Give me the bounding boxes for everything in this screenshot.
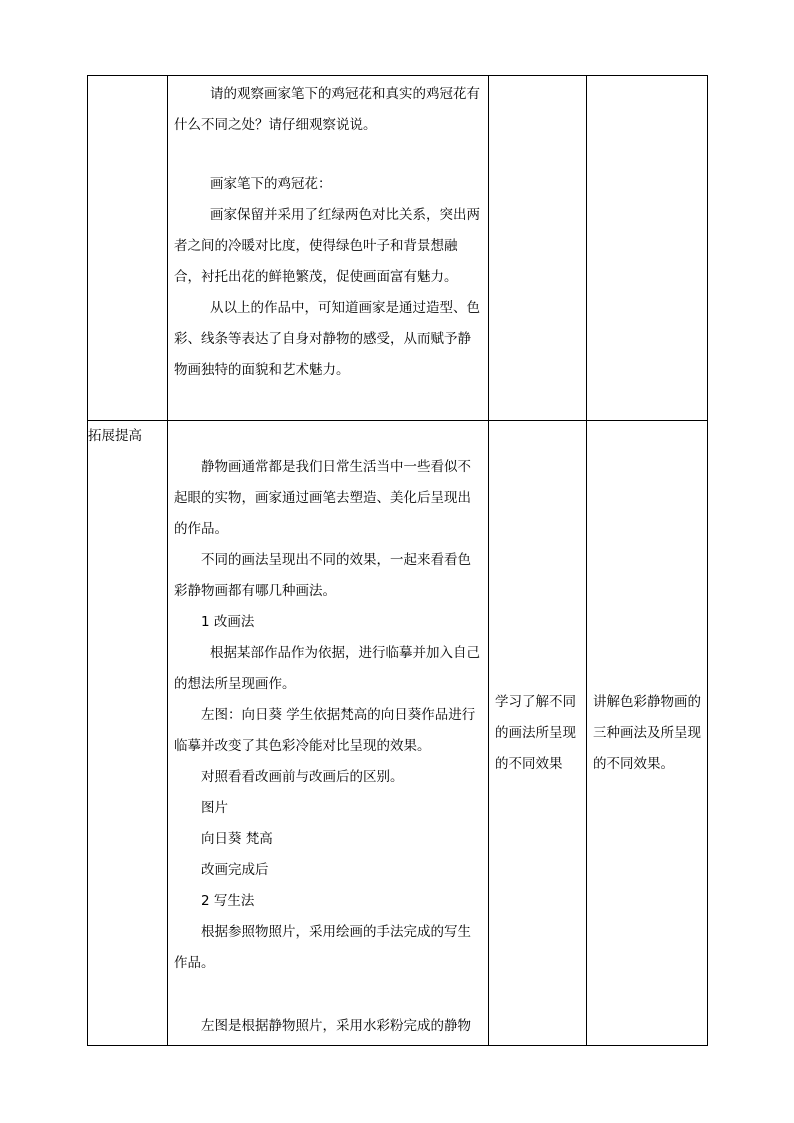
paragraph-compare: 对照看看改画前与改画后的区别。 [201, 769, 404, 785]
paragraph-painter-heading: 画家笔下的鸡冠花： [210, 176, 332, 192]
caption-sunflower-van-gogh: 向日葵 梵高 [201, 831, 273, 847]
row2-student-activity-cell: 学习了解不同的画法所呈现的不同效果 [489, 421, 587, 1046]
row2-label-cell: 拓展提高 [88, 421, 168, 1046]
caption-picture: 图片 [201, 800, 228, 816]
paragraph-observe-question: 请的观察画家笔下的鸡冠花和真实的鸡冠花有什么不同之处？请仔细观察说说。 [174, 86, 480, 133]
paragraph-methods-intro: 不同的画法呈现出不同的效果，一起来看看色彩静物画都有哪几种画法。 [174, 552, 471, 599]
table-row-observation [88, 76, 708, 421]
row1-design-intent-cell [587, 76, 708, 421]
heading-method-1: 1 改画法 [201, 614, 255, 630]
row1-student-activity-cell [489, 76, 587, 421]
paragraph-watercolor-desc: 左图是根据静物照片，采用水彩粉完成的静物 [201, 1018, 471, 1034]
paragraph-method-2-desc: 根据参照物照片，采用绘画的手法完成的写生作品。 [174, 924, 471, 971]
paragraph-still-life-intro: 静物画通常都是我们日常生活当中一些看似不起眼的实物，画家通过画笔去塑造、美化后呈现出的作品。 [174, 459, 471, 537]
lesson-plan-table [87, 75, 708, 1046]
paragraph-sunflower-desc: 左图：向日葵 学生依据梵高的向日葵作品进行临摹并改变了其色彩冷能对比呈现的效果。 [174, 707, 476, 754]
caption-after-repaint: 改画完成后 [201, 862, 269, 878]
heading-method-2: 2 写生法 [201, 893, 255, 909]
row2-design-intent-cell: 讲解色彩静物画的三种画法及所呈现的不同效果。 [587, 421, 708, 1046]
row1-label-cell [88, 76, 168, 421]
paragraph-method-1-desc: 根据某部作品作为依据，进行临摹并加入自己的想法所呈现画作。 [174, 645, 480, 692]
row2-content-cell [168, 421, 489, 1046]
paragraph-painter-analysis: 画家保留并采用了红绿两色对比关系，突出两者之间的冷暖对比度，使得绿色叶子和背景想融合，衬托出花的鲜艳繁茂，促使画面富有魅力。 [174, 207, 480, 285]
row1-content-cell [168, 76, 489, 421]
table-row-extension [88, 421, 708, 1046]
paragraph-conclusion: 从以上的作品中，可知道画家是通过造型、色彩、线条等表达了自身对静物的感受，从而赋予静物画独特的面貌和艺术魅力。 [174, 300, 480, 378]
